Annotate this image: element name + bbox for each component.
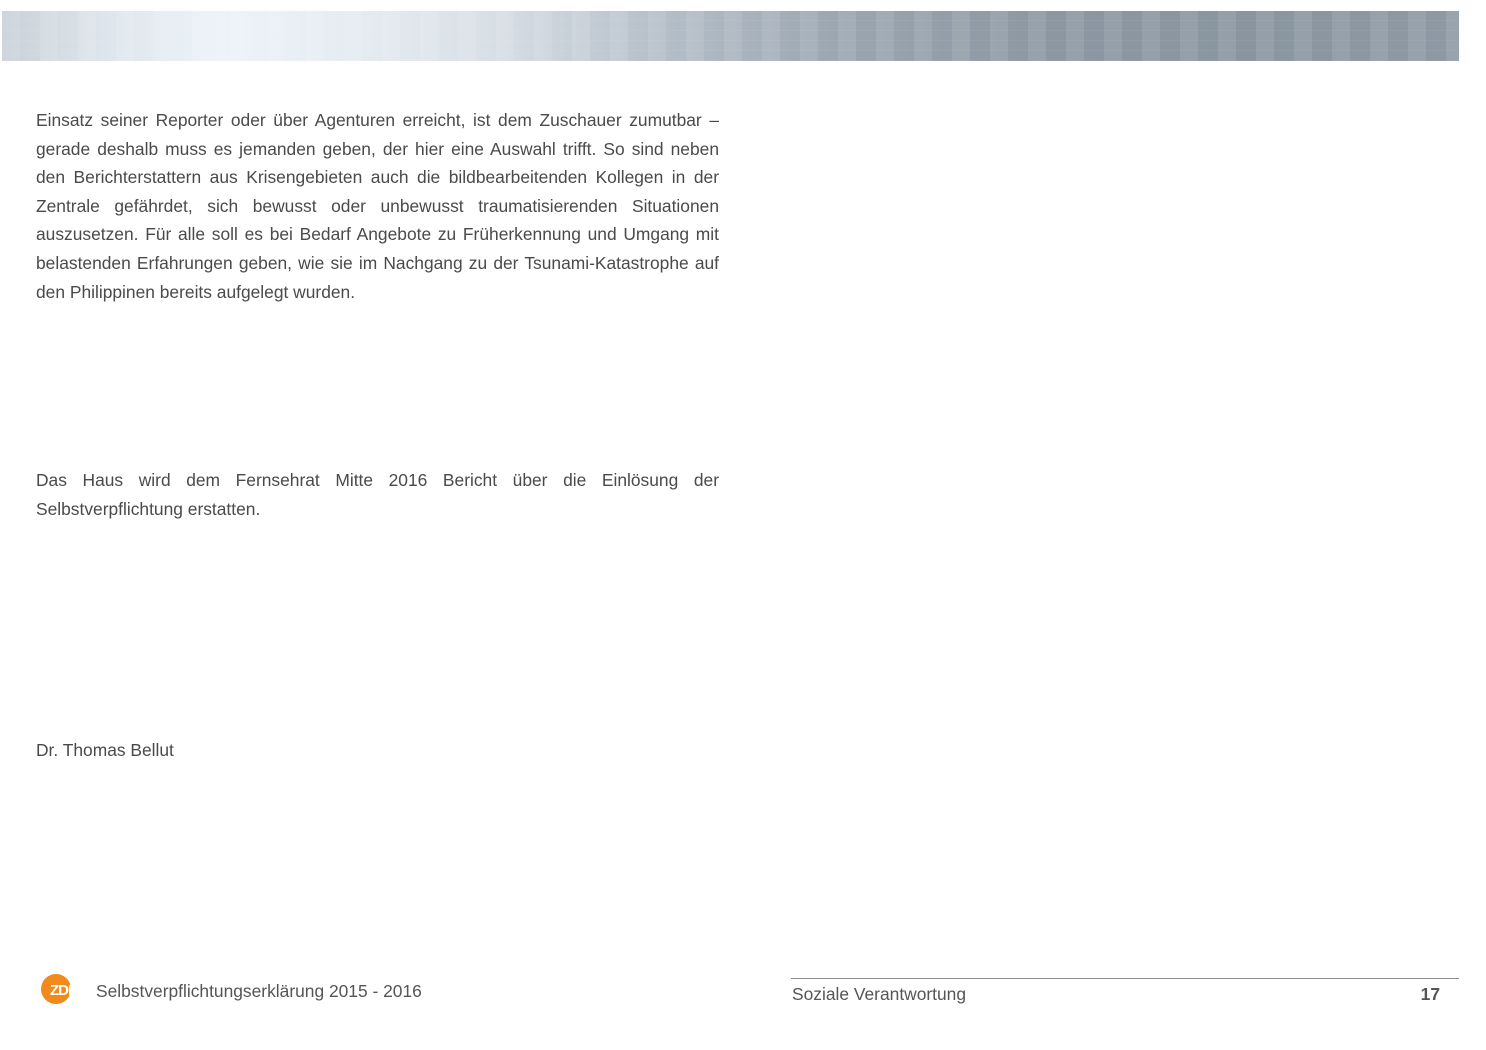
signature-name: Dr. Thomas Bellut <box>36 740 174 760</box>
body-paragraph-1: Einsatz seiner Reporter oder über Agenturen erreicht, ist dem Zuschauer zumutbar – gerade deshalb muss es jemanden geben, der hier eine Auswahl trifft. So sind neben den Berichterstattern aus Krisengebieten auch die bildbearbeitenden Kollegen in der Zentrale gefährdet, sich bewusst oder unbewusst traumatisierenden Situationen auszusetzen. Für alle soll es bei Bedarf Angebote zu Früherkennung und Umgang mit belastenden Erfahrungen geben, wie sie im Nachgang zu der Tsunami-Katastrophe auf den Philippinen bereits aufgelegt wurden. <box>36 110 719 302</box>
footer-section-name: Soziale Verantwortung <box>792 984 967 1004</box>
body-paragraph-2: Das Haus wird dem Fernsehrat Mitte 2016 Bericht über die Einlösung der Selbstverpflichtung erstatten. <box>36 470 719 519</box>
header-banner <box>2 11 1459 61</box>
footer-document-title: Selbstverpflichtungserklärung 2015 - 2016 <box>96 980 422 1001</box>
svg-text:ZDF: ZDF <box>50 982 77 999</box>
page-number: 17 <box>1420 984 1440 1004</box>
footer-brand <box>40 973 422 1005</box>
zdf-logo-icon <box>40 973 92 1005</box>
footer-divider <box>791 978 1459 979</box>
